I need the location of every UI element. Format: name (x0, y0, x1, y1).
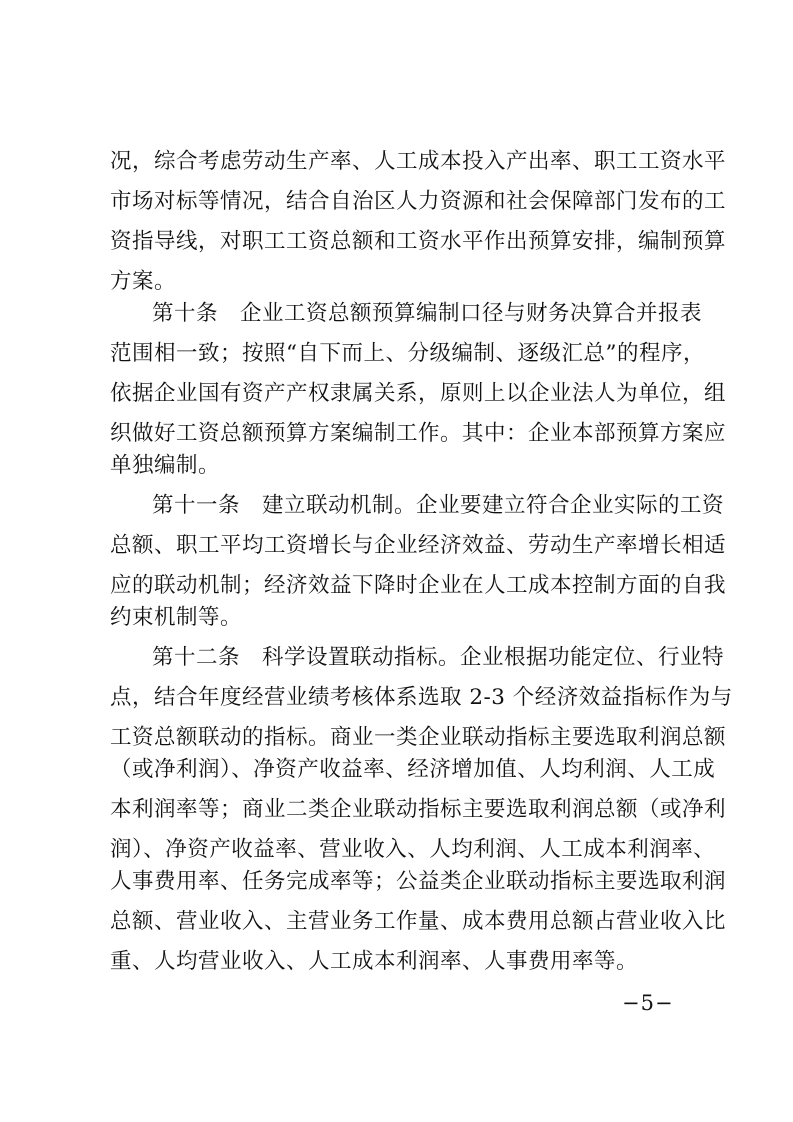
text-line: 总额、职工平均工资增长与企业经济效益、劳动生产率增长相适 (110, 533, 727, 558)
text-line: 依据企业国有资产产权隶属关系，原则上以企业法人为单位，组 (110, 381, 727, 406)
article-10-heading-line: 第十条 企业工资总额预算编制口径与财务决算合并报表 (152, 301, 703, 326)
text-line: 市场对标等情况，结合自治区人力资源和社会保障部门发布的工 (110, 189, 727, 214)
text-line: 应的联动机制；经济效益下降时企业在人工成本控制方面的自我 (110, 573, 727, 598)
text-line: 资指导线，对职工工资总额和工资水平作出预算安排，编制预算 (110, 229, 727, 254)
text-line: 方案。 (110, 269, 177, 294)
text-line: 重、人均营业收入、人工成本利润率、人事费用率等。 (110, 949, 639, 974)
article-11-heading-line: 第十一条 建立联动机制。企业要建立符合企业实际的工资 (152, 493, 725, 518)
page-number: −5− (622, 991, 674, 1015)
text-line: 工资总额联动的指标。商业一类企业联动指标主要选取利润总额 (110, 725, 727, 750)
text-line: 润）、净资产收益率、营业收入、人均利润、人工成本利润率、 (110, 837, 716, 862)
text-line: （或净利润）、净资产收益率、经济增加值、人均利润、人工成 (110, 757, 716, 782)
text-line: 本利润率等；商业二类企业联动指标主要选取利润总额（或净利 (110, 797, 727, 822)
article-12-heading-line: 第十二条 科学设置联动指标。企业根据功能定位、行业特 (152, 645, 725, 670)
text-line: 点，结合年度经营业绩考核体系选取 2-3 个经济效益指标作为与 (110, 685, 733, 710)
text-line: 范围相一致；按照“自下而上、分级编制、逐级汇总”的程序， (110, 341, 705, 366)
text-line: 织做好工资总额预算方案编制工作。其中：企业本部预算方案应 (110, 421, 727, 446)
text-line: 况，综合考虑劳动生产率、人工成本投入产出率、职工工资水平 (110, 149, 727, 174)
text-line: 总额、营业收入、主营业务工作量、成本费用总额占营业收入比 (110, 909, 727, 934)
text-line: 人事费用率、任务完成率等；公益类企业联动指标主要选取利润 (110, 869, 727, 894)
text-line: 约束机制等。 (110, 605, 243, 630)
text-line: 单独编制。 (110, 453, 221, 478)
